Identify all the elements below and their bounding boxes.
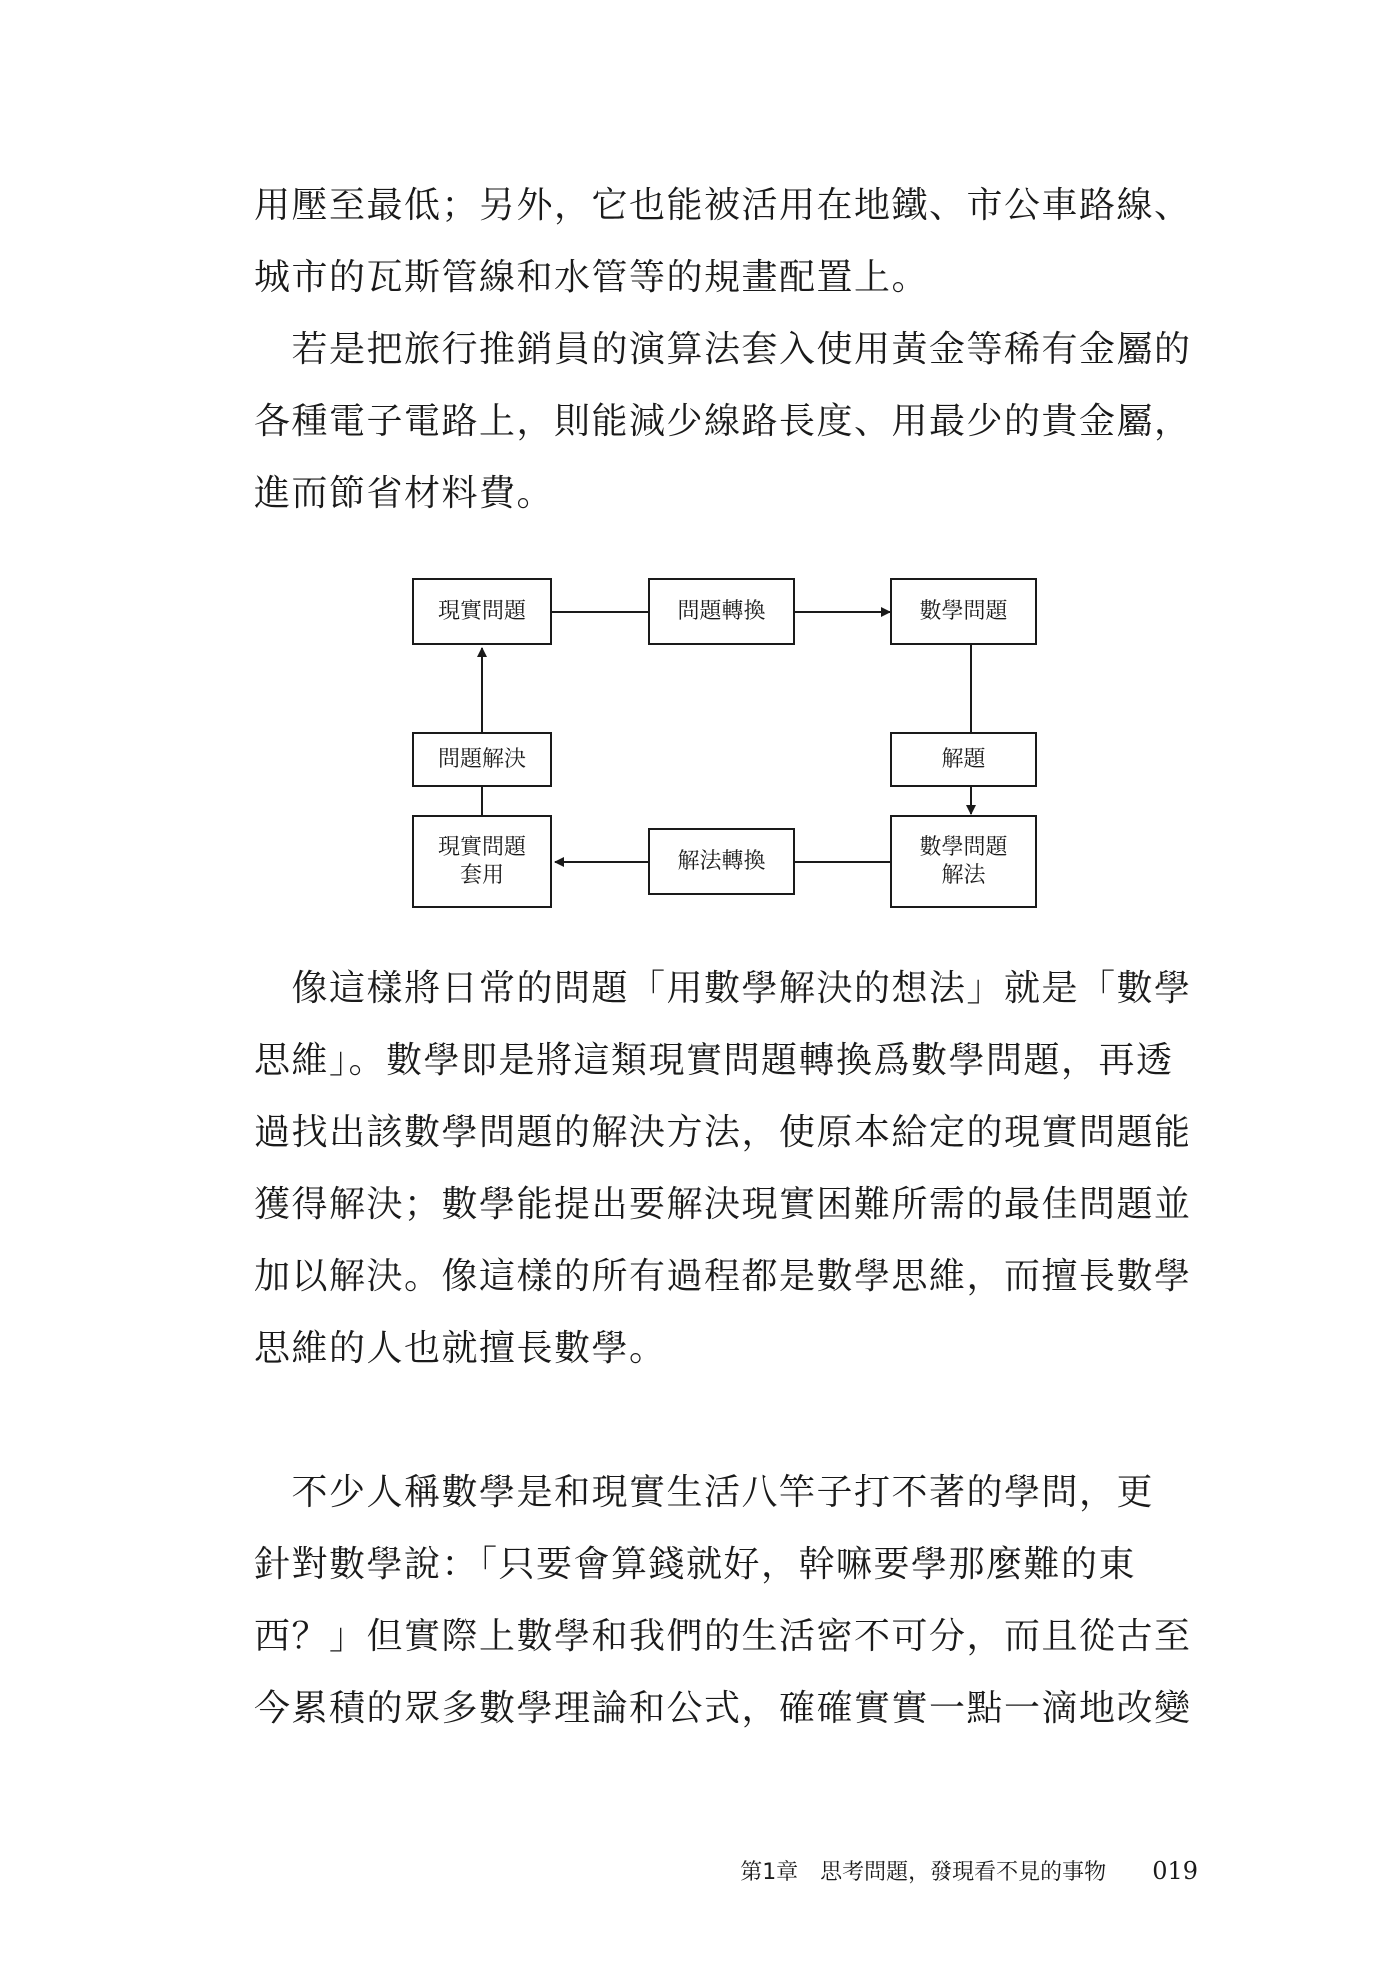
node-problem-conversion xyxy=(648,578,795,645)
node-label: 解法轉換 xyxy=(677,848,766,874)
node-solution-conversion xyxy=(648,828,795,895)
math-thinking-cycle-diagram xyxy=(400,572,1060,908)
paragraph-3 xyxy=(254,953,1199,1385)
node-label-line-1: 現實問題 xyxy=(437,834,526,860)
text-line: 不少人稱數學是和現實生活八竿子打不著的學問，更 xyxy=(254,1472,1155,1513)
text-line: 過找出該數學問題的解決方法，使原本給定的現實問題能 xyxy=(254,1112,1192,1153)
page-footer xyxy=(740,1855,1198,1886)
text-line: 西？」但實際上數學和我們的生活密不可分，而且從古至 xyxy=(254,1616,1192,1657)
node-real-problem-apply xyxy=(412,815,552,908)
chapter-title: 第1章 思考問題，發現看不見的事物 xyxy=(740,1860,1107,1885)
page-number: 019 xyxy=(1152,1857,1198,1885)
text-line: 若是把旅行推銷員的演算法套入使用黃金等稀有金屬的 xyxy=(254,329,1192,370)
text-line: 思維」。數學即是將這類現實問題轉換爲數學問題，再透 xyxy=(254,1040,1174,1081)
text-line: 各種電子電路上，則能減少線路長度、用最少的貴金屬， xyxy=(254,401,1192,442)
text-line: 思維的人也就擅長數學。 xyxy=(254,1328,667,1369)
text-line: 像這樣將日常的問題「用數學解決的想法」就是「數學 xyxy=(254,968,1192,1009)
node-problem-solving xyxy=(412,732,552,787)
node-real-problem xyxy=(412,578,552,645)
node-label-line-1: 數學問題 xyxy=(919,834,1008,860)
node-label: 現實問題 xyxy=(437,598,526,624)
node-label-line-2: 解法 xyxy=(941,862,986,888)
node-solve xyxy=(890,732,1037,787)
node-label: 問題轉換 xyxy=(677,598,766,624)
text-line: 獲得解決；數學能提出要解決現實困難所需的最佳問題並 xyxy=(254,1184,1192,1225)
text-line: 加以解決。像這樣的所有過程都是數學思維，而擅長數學 xyxy=(254,1256,1192,1297)
node-math-solution xyxy=(890,815,1037,908)
text-line: 用壓至最低；另外，它也能被活用在地鐵、市公車路線、 xyxy=(254,185,1192,226)
paragraph-1 xyxy=(254,170,1199,314)
node-label: 問題解決 xyxy=(437,746,526,772)
text-line: 今累積的眾多數學理論和公式，確確實實一點一滴地改變 xyxy=(254,1688,1192,1729)
text-line: 針對數學說：「只要會算錢就好，幹嘛要學那麼難的東 xyxy=(254,1544,1137,1585)
node-label: 解題 xyxy=(941,746,986,772)
text-line: 進而節省材料費。 xyxy=(254,473,555,514)
node-label-line-2: 套用 xyxy=(459,862,504,888)
node-math-problem xyxy=(890,578,1037,645)
paragraph-4 xyxy=(254,1457,1199,1745)
node-label: 數學問題 xyxy=(919,598,1008,624)
paragraph-2 xyxy=(254,314,1199,530)
text-line: 城市的瓦斯管線和水管等的規畫配置上。 xyxy=(254,257,930,298)
